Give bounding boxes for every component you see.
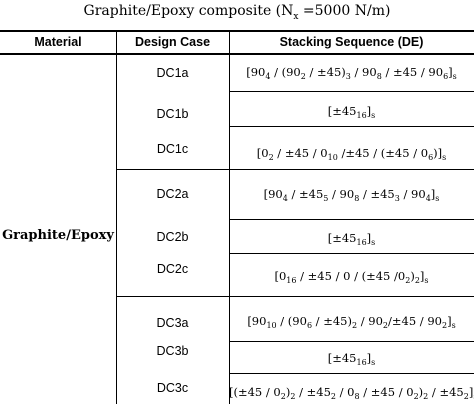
sequence-subscript: 2	[351, 321, 358, 330]
sequence-text: [90	[246, 65, 266, 79]
sequence-text: )	[410, 269, 415, 283]
sequence-subscript: 2	[382, 321, 388, 330]
header-stacking-sequence: Stacking Sequence (DE)	[279, 35, 424, 49]
row-divider	[229, 91, 474, 92]
sequence-text: [0	[274, 269, 287, 283]
sequence-subscript: 2	[300, 72, 306, 81]
sequence-subscript: 5	[323, 194, 329, 203]
sequence-subscript: s	[435, 194, 440, 203]
table-caption	[0, 0, 474, 22]
group-divider-2	[116, 296, 474, 297]
sequence-subscript: 6	[443, 72, 449, 81]
sequence-subscript: 2	[441, 321, 448, 330]
sequence-subscript: 16	[286, 276, 297, 285]
sequence-subscript: 3	[345, 72, 351, 81]
sequence-text: [(±45 / 0	[229, 385, 281, 399]
row-divider	[229, 126, 474, 127]
header-material: Material	[34, 35, 82, 49]
sequence-text: / ±45 / 0 / (±45 /0	[296, 269, 406, 283]
sequence-text: ]	[448, 65, 453, 79]
sequence-text: / ±45)	[312, 314, 352, 328]
row-divider	[229, 341, 474, 342]
stacking-sequence-cell	[229, 103, 474, 119]
stacking-sequence-cell	[229, 186, 474, 202]
sequence-text: )]	[433, 146, 443, 160]
design-case-cell: DC3a	[156, 316, 189, 330]
sequence-subscript: 6	[428, 153, 434, 162]
sequence-subscript: 8	[354, 392, 360, 401]
sequence-subscript: 2	[423, 392, 429, 401]
sequence-subscript: s	[452, 72, 457, 81]
row-divider	[229, 373, 474, 374]
sequence-text: / 90	[328, 187, 355, 201]
sequence-text: / 90	[350, 65, 377, 79]
sequence-text: / ±45 / 90	[381, 65, 444, 79]
sequence-subscript: 10	[327, 153, 338, 162]
sequence-subscript: 2	[330, 392, 336, 401]
sequence-subscript: 2	[414, 276, 420, 285]
sequence-text: ]	[430, 187, 436, 201]
header-bottom-rule	[0, 53, 474, 55]
row-divider	[229, 253, 474, 254]
design-case-cell: DC2a	[156, 187, 189, 201]
caption-subscript: x	[293, 11, 299, 22]
design-case-cell: DC1a	[156, 66, 189, 80]
sequence-subscript: 4	[425, 194, 431, 203]
sequence-text: [±45	[327, 231, 357, 245]
sequence-subscript: 16	[356, 358, 367, 367]
sequence-text: ]	[366, 231, 372, 245]
sequence-subscript: 3	[394, 194, 400, 203]
sequence-text: )	[418, 385, 424, 399]
table-top-rule	[0, 30, 474, 32]
sequence-subscript: 8	[354, 194, 360, 203]
sequence-text: [±45	[327, 104, 357, 118]
sequence-text: / ±45	[359, 187, 395, 201]
design-case-cell: DC2b	[156, 230, 189, 244]
stacking-sequence-cell	[229, 145, 474, 161]
column-divider-2	[229, 30, 230, 404]
sequence-text: [0	[256, 146, 269, 160]
sequence-subscript: s	[371, 238, 376, 247]
sequence-text: ]	[419, 269, 425, 283]
sequence-text: / ±45	[295, 385, 331, 399]
stacking-sequence-cell	[229, 384, 474, 400]
sequence-text: / 90	[399, 187, 426, 201]
sequence-text: [±45	[327, 351, 357, 365]
sequence-text: )	[285, 385, 291, 399]
caption-prefix: Graphite/Epoxy composite (N	[83, 3, 294, 19]
sequence-subscript: s	[442, 153, 447, 162]
design-case-cell: DC3c	[156, 381, 189, 395]
caption-suffix: =5000 N/m)	[298, 3, 391, 19]
sequence-subscript: 4	[265, 72, 271, 81]
sequence-subscript: s	[371, 111, 376, 120]
sequence-text: / (90	[270, 65, 301, 79]
material-cell: Graphite/Epoxy	[2, 228, 114, 243]
stacking-sequence-cell	[229, 64, 474, 80]
sequence-text: /±45 / (±45 / 0	[337, 146, 429, 160]
sequence-subscript: 16	[356, 238, 367, 247]
sequence-text: / ±45)	[305, 65, 346, 79]
sequence-subscript: 10	[266, 321, 277, 330]
sequence-text: ]	[447, 314, 452, 328]
design-case-cell: DC1b	[156, 107, 189, 121]
sequence-text: / ±45	[428, 385, 464, 399]
design-case-cell: DC2c	[156, 262, 189, 276]
row-divider	[229, 219, 474, 220]
stacking-sequence-cell	[229, 350, 474, 366]
design-case-cell: DC3b	[156, 344, 189, 358]
sequence-text: ]	[366, 104, 372, 118]
sequence-subscript: 2	[405, 276, 411, 285]
sequence-text: / ±45	[287, 187, 324, 201]
sequence-text: /±45 / 90	[388, 314, 442, 328]
stacking-sequence-cell	[229, 230, 474, 246]
sequence-text: / (90	[276, 314, 307, 328]
sequence-subscript: s	[424, 276, 429, 285]
sequence-text: / ±45 / 0	[273, 146, 328, 160]
sequence-subscript: 2	[463, 392, 469, 401]
sequence-subscript: 2	[268, 153, 274, 162]
stacking-sequence-cell	[229, 268, 474, 284]
stacking-sequence-cell	[229, 313, 474, 329]
sequence-subscript: 2	[413, 392, 419, 401]
sequence-text: / ±45 / 0	[359, 385, 414, 399]
sequence-subscript: 6	[306, 321, 313, 330]
sequence-subscript: 8	[376, 72, 382, 81]
sequence-subscript: 16	[356, 111, 367, 120]
sequence-subscript: 4	[282, 194, 288, 203]
sequence-subscript: s	[371, 358, 376, 367]
sequence-text: ]	[366, 351, 372, 365]
sequence-text: ]	[468, 385, 474, 399]
sequence-text: [90	[263, 187, 283, 201]
sequence-text: [90	[247, 314, 267, 328]
group-divider-1	[116, 169, 474, 170]
sequence-subscript: s	[451, 321, 456, 330]
sequence-text: / 90	[357, 314, 383, 328]
sequence-subscript: 2	[280, 392, 286, 401]
sequence-subscript: 2	[290, 392, 296, 401]
sequence-text: / 0	[336, 385, 355, 399]
design-case-cell: DC1c	[156, 142, 189, 156]
header-design-case: Design Case	[134, 35, 211, 49]
